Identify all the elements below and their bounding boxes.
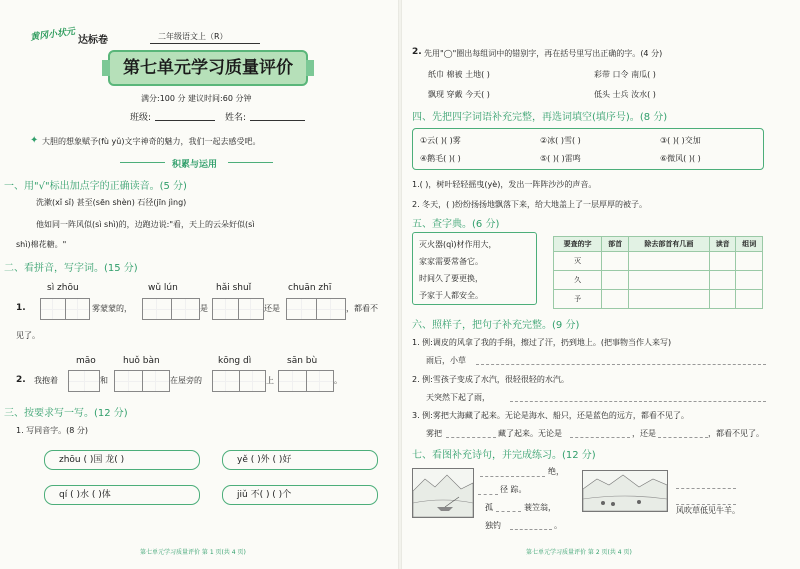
idiom-item[interactable]: ②冰( )雪( ) [540, 136, 581, 145]
s6-fill-3b: 藏了起来。无论是 [498, 429, 562, 438]
q2-1-text-d: ，都看不 [346, 304, 378, 313]
table-header: 读音 [709, 237, 736, 252]
idiom-item[interactable]: ⑤( )( )雷鸣 [540, 154, 581, 163]
typo-row[interactable]: 飘现 穿戴 今天( ) [428, 90, 490, 99]
table-cell: 久 [554, 271, 602, 290]
name-label: 姓名: [225, 113, 247, 123]
pinyin-1d: chuān zhī [288, 283, 332, 293]
table-row [554, 290, 763, 309]
answer-line[interactable] [510, 529, 552, 530]
section-7-title: 七、看图补充诗句，并完成练习。(12 分) [412, 450, 596, 461]
table-cell[interactable] [602, 290, 629, 309]
s6-example-2: 2. 例:雪孩子变成了水汽，很轻很轻的水汽。 [412, 375, 569, 384]
s6-fill-3c: ，还是 [632, 429, 656, 438]
intro-text: 大胆的想象赋予(fù yǔ)文字神奇的魅力，我们一起去感受吧。 [42, 137, 261, 146]
s6-fill-1: 雨后，小草 [426, 356, 466, 365]
answer-line[interactable] [496, 511, 521, 512]
table-cell[interactable] [628, 271, 709, 290]
pinyin-2a: māo [76, 356, 96, 366]
typo-row[interactable]: 彩带 口令 南瓜( ) [594, 70, 656, 79]
s3-sub-1: 1. 写同音字。(8 分) [16, 426, 89, 435]
poem-line: 孤 [485, 503, 493, 512]
q2-1-text-a: 雾蒙蒙的， [92, 304, 132, 313]
q2-2-text-c: 在屋旁的 [170, 376, 202, 385]
homophone-pill[interactable]: zhōu ( )国 龙( ) [44, 450, 200, 470]
char-grid[interactable] [286, 298, 346, 320]
s4-line-2: 2. 冬天，( )纷纷扬扬地飘落下来，给大地盖上了一层厚厚的被子。 [412, 200, 647, 209]
q2-2-text-a: 我抱着 [34, 376, 58, 385]
star-icon: ✦ [30, 135, 39, 146]
typo-row[interactable]: 低头 士兵 汝水( ) [594, 90, 656, 99]
q2-1-text-c: 还是 [264, 304, 280, 313]
s6-fill-2: 天突然下起了雨， [426, 393, 490, 402]
s6-fill-3a: 雾把 [426, 429, 442, 438]
q2-2-text-d: 上 [266, 376, 274, 385]
table-row [554, 252, 763, 271]
s6-example-3: 3. 例:雾把大海藏了起来。无论是海水、船只，还是蓝色的远方，都看不见了。 [412, 411, 689, 420]
grade-label: 二年级语文上（R） [158, 32, 228, 41]
q2-1-text-e: 见了。 [16, 331, 40, 340]
table-cell[interactable] [736, 252, 763, 271]
footer-right: 第七单元学习质量评价 第 2 页(共 4 页) [526, 549, 632, 556]
char-grid[interactable] [278, 370, 334, 392]
poem-line: 蓑笠翁， [524, 503, 556, 512]
subhead-rule-left [120, 162, 165, 163]
table-header: 要查的字 [554, 237, 602, 252]
answer-line[interactable] [658, 437, 708, 438]
pinyin-2d: sān bù [287, 356, 318, 366]
riddle-line: 予家于人都安全。 [419, 291, 483, 300]
snow-river-illustration [412, 468, 474, 518]
r-q2-number: 2. [412, 47, 422, 57]
page-gutter [398, 0, 402, 569]
class-field[interactable] [155, 120, 215, 121]
section-6-title: 六、照样子，把句子补充完整。(9 分) [412, 320, 580, 331]
series-label: 达标卷 [78, 35, 108, 46]
brand-logo: 黄冈小状元 [29, 26, 76, 44]
table-cell[interactable] [709, 290, 736, 309]
q2-2-text-e: 。 [334, 376, 342, 385]
answer-line[interactable] [446, 437, 496, 438]
s1-line-1: 洗漱(xǐ sǐ) 甚至(sēn shèn) 石径(jīn jìng) [36, 198, 187, 207]
idiom-item[interactable]: ①云( )( )雾 [420, 136, 461, 145]
section-4-title: 四、先把四字词语补充完整，再选词填空(填序号)。(8 分) [412, 112, 668, 123]
homophone-pill[interactable]: jiǔ 不( ) ( )个 [222, 485, 378, 505]
answer-line[interactable] [676, 488, 736, 489]
answer-line[interactable] [570, 437, 630, 438]
name-field[interactable] [250, 120, 305, 121]
idiom-item[interactable]: ⑥微风( )( ) [660, 154, 701, 163]
pinyin-1a: sì zhōu [47, 283, 79, 293]
table-cell[interactable] [709, 271, 736, 290]
class-label: 班级: [130, 113, 152, 123]
s4-line-1: 1.( )，树叶轻轻摇曳(yè)，发出一阵阵沙沙的声音。 [412, 180, 597, 189]
q2-1-number: 1. [16, 303, 26, 313]
answer-line[interactable] [510, 401, 766, 402]
section-1-title: 一、用"√"标出加点字的正确读音。(5 分) [4, 181, 187, 192]
char-grid[interactable] [68, 370, 100, 392]
idiom-item[interactable]: ④鹅毛( )( ) [420, 154, 461, 163]
section-3-title: 三、按要求写一写。(12 分) [4, 408, 128, 419]
pinyin-1c: hǎi shuǐ [216, 283, 252, 293]
poem-line-grassland: 风吹草低见牛羊。 [676, 506, 740, 515]
riddle-line: 家家需要常备它。 [419, 257, 483, 266]
table-cell[interactable] [736, 290, 763, 309]
pinyin-2c: kōng dì [218, 356, 252, 366]
pinyin-2b: huǒ bàn [123, 356, 160, 366]
s1-line-3: shì)棉花糖。" [16, 240, 67, 249]
poem-line: 径 踪。 [500, 485, 527, 494]
pinyin-1b: wǔ lún [148, 283, 178, 293]
typo-row[interactable]: 纸巾 棉被 土地( ) [428, 70, 490, 79]
idiom-item[interactable]: ③( )( )交加 [660, 136, 701, 145]
table-header: 部首 [602, 237, 629, 252]
riddle-line: 灭火器(qì)材作用大， [419, 240, 497, 249]
answer-line[interactable] [480, 476, 545, 477]
poem-line: 绝， [548, 467, 564, 476]
riddle-line: 时间久了要更换， [419, 274, 483, 283]
footer-left: 第七单元学习质量评价 第 1 页(共 4 页) [140, 549, 246, 556]
subhead-rule-right [228, 162, 273, 163]
poem-line: 独钓 [485, 521, 501, 530]
grassland-illustration [582, 470, 668, 512]
poem-line: 。 [554, 521, 562, 530]
answer-line[interactable] [478, 494, 498, 495]
dictionary-table [553, 236, 763, 309]
exam-meta: 满分:100 分 建议时间:60 分钟 [141, 94, 252, 103]
page-title: 第七单元学习质量评价 [108, 50, 308, 86]
riddle-box [412, 232, 537, 305]
table-cell[interactable] [709, 252, 736, 271]
header-rule [150, 43, 260, 44]
r-q2-text: 先用"◯"圈出每组词中的错别字，再在括号里写出正确的字。(4 分) [424, 49, 663, 58]
char-grid[interactable] [114, 370, 170, 392]
s1-line-2: 他如同一阵风似(sì shì)的，边跑边说:"看，天上的云朵好似(sì [36, 220, 255, 229]
table-cell[interactable] [602, 271, 629, 290]
table-cell[interactable] [628, 290, 709, 309]
char-grid[interactable] [212, 370, 266, 392]
table-cell: 灭 [554, 252, 602, 271]
table-cell[interactable] [602, 252, 629, 271]
left-page [0, 0, 398, 569]
idiom-box [412, 128, 764, 170]
table-cell[interactable] [628, 252, 709, 271]
table-header: 组词 [736, 237, 763, 252]
table-header: 除去部首有几画 [628, 237, 709, 252]
s6-example-1: 1. 例:调皮的风拿了我的手绢，擦过了汗，扔到地上。(把事物当作人来写) [412, 338, 672, 347]
answer-line[interactable] [476, 364, 766, 365]
subhead: 积累与运用 [172, 160, 218, 170]
char-grid[interactable] [212, 298, 264, 320]
s6-fill-3d: ，都看不见了。 [708, 429, 764, 438]
section-2-title: 二、看拼音，写字词。(15 分) [4, 263, 138, 274]
char-grid[interactable] [40, 298, 90, 320]
section-5-title: 五、查字典。(6 分) [412, 219, 500, 230]
homophone-pill[interactable]: yě ( )外 ( )好 [222, 450, 378, 470]
table-cell: 予 [554, 290, 602, 309]
table-cell[interactable] [736, 271, 763, 290]
q2-2-text-b: 和 [100, 376, 108, 385]
table-row [554, 271, 763, 290]
q2-2-number: 2. [16, 375, 26, 385]
char-grid[interactable] [142, 298, 200, 320]
homophone-pill[interactable]: qí ( )水 ( )体 [44, 485, 200, 505]
q2-1-text-b: 是 [200, 304, 208, 313]
